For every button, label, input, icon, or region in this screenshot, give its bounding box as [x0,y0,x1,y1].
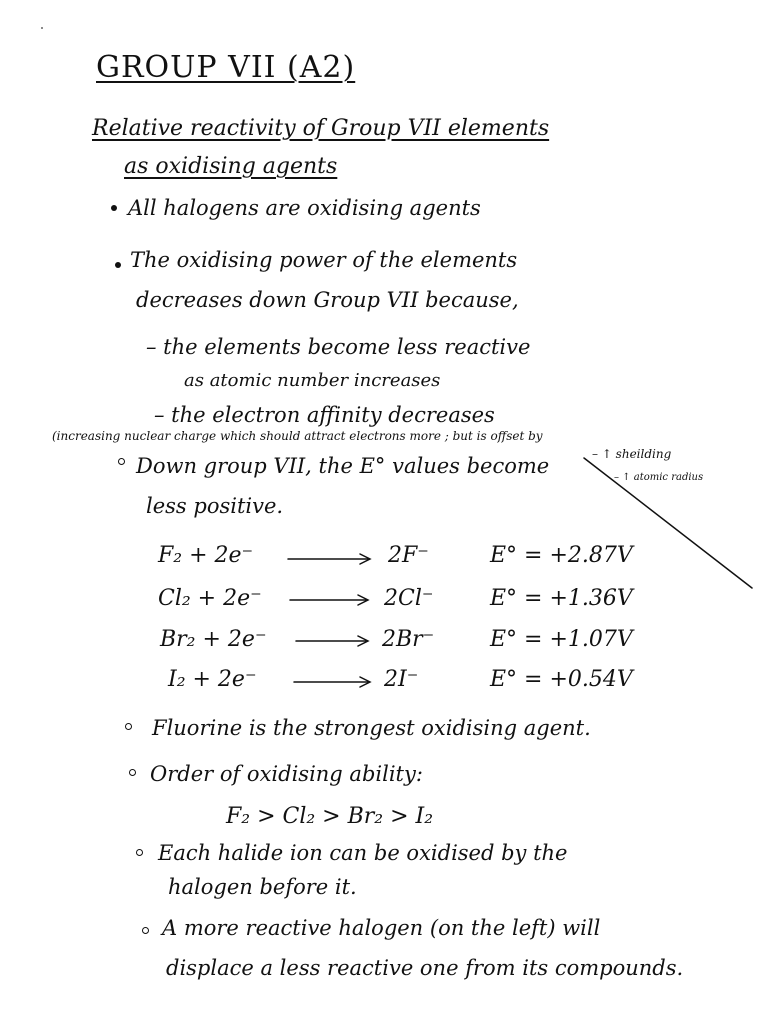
equation-rhs: 2Br⁻ [382,627,435,652]
annotation-shielding: – ↑ sheilding [592,447,672,461]
point-e-values-line1: Down group VII, the E° values become [136,454,550,478]
stray-mark [41,27,43,29]
point-displacement-line1: A more reactive halogen (on the left) will [162,916,601,940]
point-oxidising-power-line1: The oxidising power of the elements [130,248,518,272]
equation-rhs: 2F⁻ [388,543,429,568]
point-halide-oxidised-line2: halogen before it. [168,875,357,899]
equation-lhs: Cl₂ + 2e⁻ [158,586,262,611]
sub-point-less-reactive-line1: – the elements become less reactive [146,335,531,359]
point-order-sequence: F₂ > Cl₂ > Br₂ > I₂ [226,804,434,829]
annotation-atomic-radius: – ↑ atomic radius [614,472,704,483]
sub-point-less-reactive-line2: as atomic number increases [184,370,441,391]
equation-rhs: 2I⁻ [384,667,419,692]
page-title: GROUP VII (A2) [96,50,356,85]
annotation-pointer-line [584,458,752,588]
equation-e-value: E° = +2.87V [490,543,633,568]
equation-rhs: 2Cl⁻ [384,586,434,611]
annotation-nuclear-charge: (increasing nuclear charge which should attract electrons more ; but is offset by [52,429,543,443]
equation-lhs: I₂ + 2e⁻ [168,667,257,692]
point-e-values-line2: less positive. [146,494,284,518]
point-oxidising-power-line2: decreases down Group VII because, [136,288,519,312]
equation-lhs: F₂ + 2e⁻ [158,543,254,568]
equation-e-value: E° = +0.54V [490,667,633,692]
equation-e-value: E° = +1.07V [490,627,633,652]
equation-e-value: E° = +1.36V [490,586,633,611]
point-order-label: Order of oxidising ability: [150,762,423,786]
point-halide-oxidised-line1: Each halide ion can be oxidised by the [158,841,568,865]
point-fluorine-strongest: Fluorine is the strongest oxidising agent. [152,716,591,740]
equation-lhs: Br₂ + 2e⁻ [160,627,267,652]
section-heading-line2: as oxidising agents [124,154,338,179]
point-halogens-oxidising: All halogens are oxidising agents [128,196,481,220]
section-heading-line1: Relative reactivity of Group VII elements [92,116,550,141]
point-displacement-line2: displace a less reactive one from its compounds. [166,956,684,980]
sub-point-electron-affinity: – the electron affinity decreases [154,403,495,427]
